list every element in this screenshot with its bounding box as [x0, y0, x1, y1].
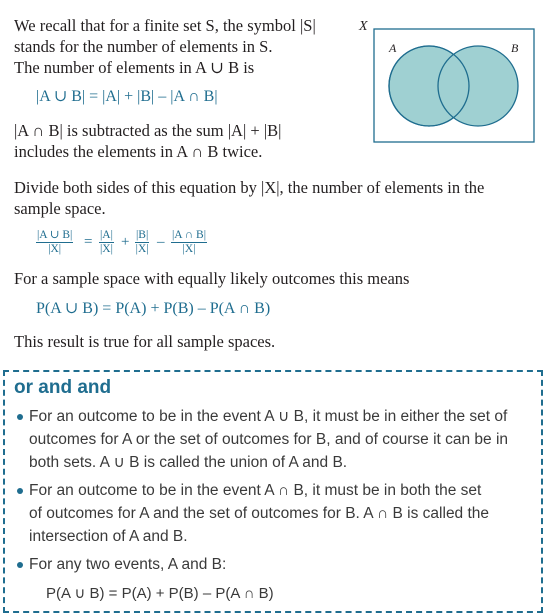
- box-formula: P(A ∪ B) = P(A) + P(B) – P(A ∩ B): [46, 585, 274, 602]
- divide-line-2: sample space.: [14, 199, 106, 218]
- fraction-term-b-denominator: |X|: [135, 243, 149, 255]
- venn-set-a-label: A: [389, 41, 397, 55]
- fraction-term-a-numerator: |A|: [100, 229, 113, 241]
- fraction-lhs-numerator: |A ∪ B|: [37, 229, 73, 241]
- fraction-term-ab-denominator: |X|: [182, 243, 196, 255]
- venn-universe-label: X: [359, 19, 368, 34]
- union-count-equation: |A ∪ B| = |A| + |B| – |A ∩ B|: [36, 88, 218, 105]
- bullet-1-dot: [17, 414, 23, 420]
- bullet-1-line-3: both sets. A ∪ B is called the union of A and B.: [29, 454, 348, 471]
- venn-set-b-label: B: [511, 41, 519, 55]
- venn-diagram: [357, 16, 537, 146]
- bullet-2-line-3: intersection of A and B.: [29, 528, 188, 545]
- info-box-heading: or and and: [14, 377, 112, 398]
- fraction-term-ab: [171, 229, 207, 256]
- bullet-3-dot: [17, 562, 23, 568]
- bullet-3-line-1: For any two events, A and B:: [29, 556, 227, 573]
- subtract-line-1: |A ∩ B| is subtracted as the sum |A| + |B|: [14, 121, 282, 140]
- probability-equation: P(A ∪ B) = P(A) + P(B) – P(A ∩ B): [36, 300, 271, 317]
- fraction-plus: +: [121, 234, 130, 250]
- divide-line-1: Divide both sides of this equation by |X|, the number of elements in the: [14, 178, 485, 197]
- fraction-equals: =: [84, 234, 93, 250]
- intro-line-2: stands for the number of elements in S.: [14, 37, 273, 56]
- venn-set-b-circle: [438, 46, 518, 126]
- intro-line-1: We recall that for a finite set S, the symbol |S|: [14, 16, 316, 35]
- bullet-2-dot: [17, 488, 23, 494]
- result-text: This result is true for all sample spaces.: [14, 332, 276, 351]
- fraction-term-b-numerator: |B|: [136, 229, 149, 241]
- subtract-line-2: includes the elements in A ∩ B twice.: [14, 142, 263, 161]
- bullet-1-line-2: outcomes for A or the set of outcomes for B, and of course it can be in: [29, 431, 509, 448]
- bullet-2-line-1: For an outcome to be in the event A ∩ B, it must be in both the set: [29, 482, 482, 499]
- bullet-1-line-1: For an outcome to be in the event A ∪ B, it must be in either the set of: [29, 408, 508, 425]
- fraction-term-ab-numerator: |A ∩ B|: [172, 229, 207, 241]
- fraction-term-b: [135, 229, 149, 256]
- fraction-lhs-denominator: |X|: [48, 243, 62, 255]
- intro-line-3: The number of elements in A ∪ B is: [14, 58, 255, 77]
- likely-text: For a sample space with equally likely outcomes this means: [14, 269, 410, 288]
- fraction-minus: –: [157, 234, 165, 250]
- fraction-lhs: [36, 229, 73, 256]
- bullet-2-line-2: of outcomes for A and the set of outcomes for B. A ∩ B is called the: [29, 505, 490, 522]
- fraction-term-a: [99, 229, 114, 256]
- fraction-term-a-denominator: |X|: [100, 243, 113, 255]
